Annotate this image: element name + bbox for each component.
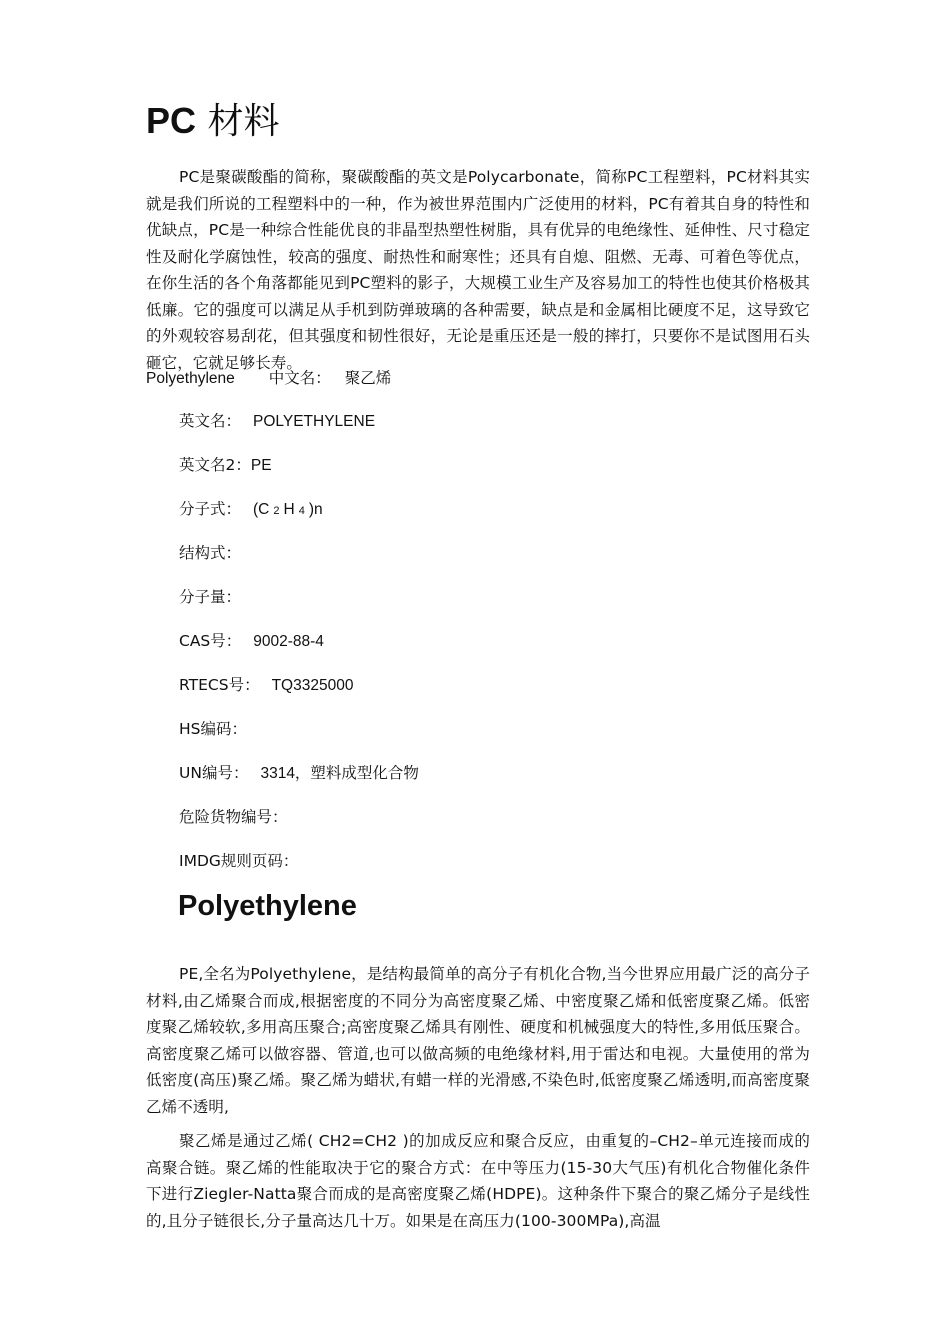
field-value: POLYETHYLENE — [253, 413, 376, 430]
field-label: UN编号： — [179, 764, 249, 782]
pe-english-name: Polyethylene — [146, 370, 235, 387]
field-label: CAS号： — [179, 632, 242, 650]
field-structure — [179, 540, 241, 566]
field-english-name-2 — [179, 452, 272, 479]
formula-mid: H — [283, 501, 295, 518]
field-label: 英文名： — [179, 412, 242, 430]
pe-description-paragraph: PE,全名为Polyethylene，是结构最简单的高分子有机化合物,当今世界应用最广泛的高分子材料,由乙烯聚合而成,根据密度的不同分为高密度聚乙烯、中密度聚乙烯和低密度聚乙烯。低密度聚乙烯较软,多用高压聚合;高密度聚乙烯具有刚性、硬度和机械强度大的特性,多用低压聚合。高密度聚乙烯可以做容器、管道,也可以做高频的电绝缘材料,用于雷达和电视。大量使用的常为低密度(高压)聚乙烯。聚乙烯为蜡状,有蜡一样的光滑感,不染色时,低密度聚乙烯透明,而高密度聚乙烯不透明, — [146, 965, 810, 1116]
pe-chinese-value: 聚乙烯 — [344, 369, 392, 387]
field-label: 英文名2： — [179, 456, 251, 474]
field-dangerous-goods — [179, 804, 288, 830]
title-en: PC — [146, 100, 197, 141]
intro-paragraph: PC是聚碳酸酯的简称，聚碳酸酯的英文是Polycarbonate，简称PC工程塑料，PC材料其实就是我们所说的工程塑料中的一种，作为被世界范围内广泛使用的材料，PC有着其自身的特性和优缺点，PC是一种综合性能优良的非晶型热塑性树脂，具有优异的电绝缘性、延伸性、尺寸稳定性及耐化学腐蚀性，较高的强度、耐热性和耐寒性；还具有自熄、阻燃、无毒、可着色等优点，在你生活的各个角落都能见到PC塑料的影子，大规模工业生产及容易加工的特性也使其价格极其低廉。它的强度可以满足从手机到防弹玻璃的各种需要，缺点是和金属相比硬度不足，这导致它的外观较容易刮花，但其强度和韧性很好，无论是重压还是一般的摔打，只要你不是试图用石头砸它，它就足够长寿。 — [146, 168, 810, 372]
title-cn: 材料 — [207, 101, 280, 142]
formula-open: (C — [253, 501, 270, 518]
field-label: 分子量： — [179, 588, 242, 606]
field-label: IMDG规则页码： — [179, 852, 299, 870]
field-label: 分子式： — [179, 500, 242, 518]
field-imdg — [179, 848, 298, 874]
field-un-number — [179, 760, 419, 787]
section-heading: Polyethylene — [178, 890, 357, 922]
pe-chinese-label: 中文名： — [268, 369, 331, 387]
formula-end: )n — [308, 501, 323, 518]
field-formula — [179, 496, 323, 524]
field-value: PE — [250, 457, 272, 474]
field-label: 危险货物编号： — [179, 808, 288, 826]
field-label: HS编码： — [179, 720, 247, 738]
pe-name-line — [146, 365, 391, 392]
field-english-name — [179, 408, 375, 435]
formula-value — [253, 501, 323, 518]
pe-polymerization-paragraph: 聚乙烯是通过乙烯( CH2=CH2 )的加成反应和聚合反应，由重复的–CH2–单元连接而成的高聚合链。聚乙烯的性能取决于它的聚合方式：在中等压力(15-30大气压)有机化合物催化条件下进行Ziegler-Natta聚合而成的是高密度聚乙烯(HDPE)。这种条件下聚合的聚乙烯分子是线性的,且分子链很长,分子量高达几十万。如果是在高压力(100-300MPa),高温 — [146, 1132, 810, 1230]
field-label: RTECS号： — [179, 676, 260, 694]
formula-sub-2: 4 — [298, 505, 305, 517]
field-hs-code — [179, 716, 247, 742]
field-cas — [179, 628, 324, 655]
field-molecular-weight — [179, 584, 241, 610]
document-title — [146, 96, 279, 147]
formula-sub-1: 2 — [273, 505, 280, 517]
field-value: 3314，塑料成型化合物 — [260, 765, 419, 782]
field-label: 结构式： — [179, 544, 242, 562]
field-rtecs — [179, 672, 353, 699]
field-value: TQ3325000 — [271, 677, 354, 694]
field-value: 9002-88-4 — [253, 633, 324, 650]
